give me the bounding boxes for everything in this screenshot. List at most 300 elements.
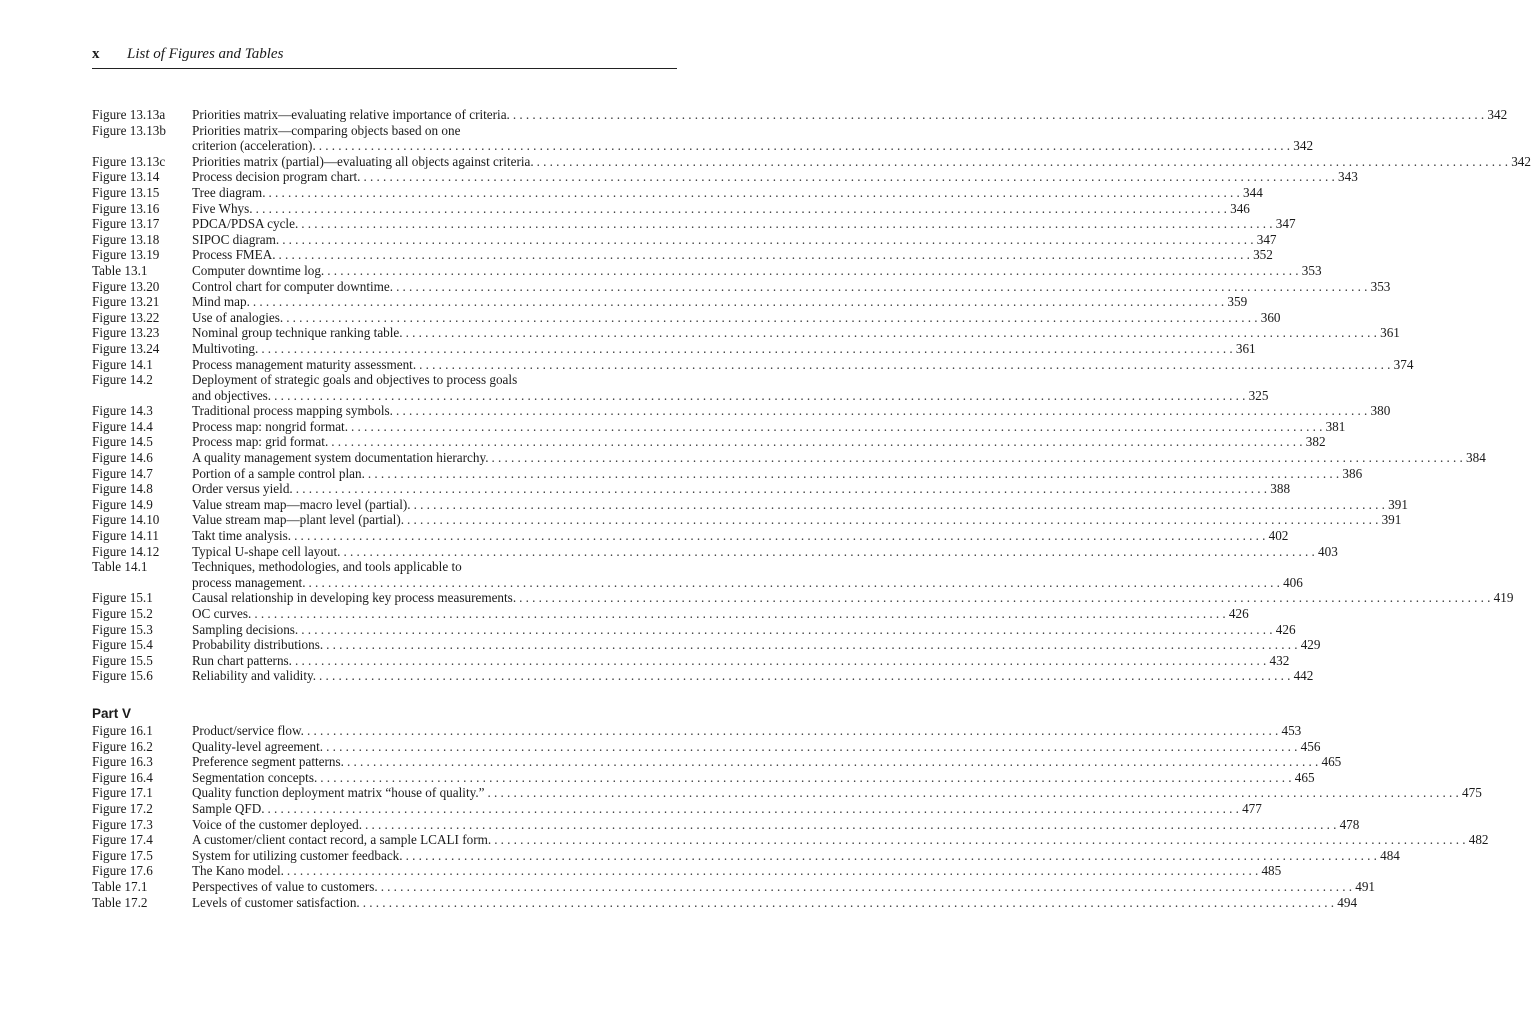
entry-label: Figure 15.3: [92, 621, 153, 637]
entry-body: [192, 372, 1269, 403]
entry-page-number: 482: [1468, 832, 1489, 848]
entry-label: Table 13.1: [92, 262, 148, 278]
entry-body: [192, 496, 1408, 513]
dot-leader: ......................................................................................................................................................: [282, 231, 1257, 247]
entry-body: [192, 621, 1296, 638]
dot-leader: ......................................................................................................................................................: [346, 754, 1322, 770]
entry-title-line: [192, 262, 1322, 279]
dot-leader: ......................................................................................................................................................: [419, 356, 1394, 372]
entry-title: process management.: [192, 574, 306, 590]
entry-label: Figure 15.5: [92, 652, 153, 668]
entry-title: Five Whys.: [192, 200, 253, 216]
entry-page-number: 388: [1270, 481, 1291, 497]
part-heading: Part V: [92, 705, 132, 721]
list-item: [92, 668, 1314, 684]
list-item: [92, 590, 1514, 606]
dot-leader: ......................................................................................................................................................: [395, 403, 1371, 419]
entry-label: Figure 13.18: [92, 231, 160, 247]
list-item: [92, 800, 1262, 817]
entry-title: Preference segment patterns.: [192, 754, 344, 770]
entry-page-number: 419: [1493, 590, 1514, 606]
entry-title-line: [192, 878, 1375, 895]
list-item: [92, 403, 1391, 419]
entry-title-line: [192, 832, 1489, 848]
entry-page-number: 491: [1355, 878, 1375, 894]
entry-title-line: [192, 621, 1296, 638]
list-item: [92, 231, 1277, 248]
dot-leader: ......................................................................................................................................................: [331, 434, 1306, 450]
entry-title: A quality management system documentation hierarchy.: [192, 450, 489, 466]
list-item: [92, 294, 1248, 310]
dot-leader: ......................................................................................................................................................: [405, 325, 1381, 341]
entry-title-first-line: Deployment of strategic goals and objectives to process goals: [192, 372, 518, 388]
entry-page-number: 403: [1318, 543, 1338, 559]
dot-leader: ......................................................................................................................................................: [367, 465, 1343, 481]
entry-label: Figure 17.2: [92, 800, 153, 816]
entry-page-number: 484: [1380, 847, 1400, 863]
entry-label: Figure 14.7: [92, 465, 153, 481]
list-item: [92, 153, 1531, 170]
list-item: [92, 107, 1508, 123]
entry-body: [192, 847, 1400, 864]
list-item: [92, 450, 1486, 466]
entry-body: [192, 637, 1321, 653]
entry-label: Figure 15.4: [92, 637, 153, 653]
entry-label: Figure 14.8: [92, 481, 153, 497]
list-item: [92, 754, 1342, 770]
entry-page-number: 325: [1248, 387, 1269, 403]
entry-title: Process management maturity assessment.: [192, 356, 417, 372]
dot-leader: ......................................................................................................................................................: [405, 847, 1381, 863]
list-item: [92, 559, 1303, 590]
entry-title-line: [192, 512, 1402, 528]
entry-label: Figure 16.1: [92, 722, 153, 738]
entry-page-number: 391: [1388, 496, 1408, 512]
entry-label: Figure 16.3: [92, 754, 153, 770]
dot-leader: ......................................................................................................................................................: [491, 450, 1467, 466]
entry-title-line: [192, 184, 1263, 201]
entry-body: [192, 769, 1315, 786]
entry-label: Figure 14.10: [92, 512, 160, 528]
entry-title: Product/service flow.: [192, 722, 304, 738]
entry-label: Figure 17.1: [92, 785, 153, 801]
entry-body: [192, 738, 1321, 755]
entry-label: Figure 13.20: [92, 278, 160, 294]
entry-body: [192, 262, 1322, 279]
list-item: [92, 496, 1408, 513]
entry-title: Portion of a sample control plan.: [192, 465, 365, 481]
entry-label: Figure 16.2: [92, 738, 153, 754]
entry-page-number: 359: [1227, 294, 1248, 310]
entry-title: Process map: nongrid format.: [192, 418, 349, 434]
entry-body: [192, 216, 1296, 232]
entry-title: Traditional process mapping symbols.: [192, 403, 393, 419]
entry-title-line: [192, 590, 1514, 606]
entry-title-line: [192, 574, 1303, 591]
entry-title-line: [192, 153, 1531, 170]
entry-body: [192, 107, 1508, 123]
dot-leader: ......................................................................................................................................................: [301, 621, 1276, 637]
entry-body: [192, 231, 1277, 248]
entry-body: [192, 294, 1248, 310]
list-item: [92, 200, 1250, 217]
entry-page-number: 361: [1380, 325, 1400, 341]
entry-title-line: [192, 800, 1262, 817]
entry-body: [192, 785, 1482, 801]
entry-title: Sample QFD.: [192, 800, 265, 816]
entry-title-line: [192, 465, 1363, 482]
dot-leader: ......................................................................................................................................................: [519, 590, 1494, 606]
list-item: [92, 621, 1296, 638]
entry-title-line: [192, 340, 1256, 357]
entry-title-line: [192, 434, 1326, 450]
list-item: [92, 769, 1315, 786]
entry-list-part-iv: [92, 107, 1531, 684]
entry-title-line: [192, 543, 1338, 560]
entry-title-line: [192, 769, 1315, 786]
dot-leader: ......................................................................................................................................................: [301, 216, 1276, 232]
entry-label: Table 17.2: [92, 894, 148, 910]
entry-title: Perspectives of value to customers.: [192, 878, 378, 894]
entry-body: [192, 652, 1290, 669]
list-item: [92, 816, 1360, 833]
dot-leader: ......................................................................................................................................................: [286, 309, 1261, 325]
list-item: [92, 606, 1249, 622]
entry-label: Figure 13.15: [92, 184, 160, 200]
entry-title: Value stream map—plant level (partial).: [192, 512, 405, 528]
entry-label: Figure 16.4: [92, 769, 153, 785]
dot-leader: ......................................................................................................................................................: [351, 418, 1326, 434]
entry-body: [192, 543, 1338, 560]
entry-page-number: 456: [1300, 738, 1321, 754]
list-item: [92, 894, 1358, 911]
dot-leader: ......................................................................................................................................................: [327, 262, 1302, 278]
entry-body: [192, 153, 1531, 170]
list-item: [92, 637, 1321, 653]
entry-label: Figure 13.22: [92, 309, 160, 325]
list-item: [92, 512, 1402, 528]
entry-title: A customer/client contact record, a sample LCALI form.: [192, 832, 492, 848]
entry-body: [192, 606, 1249, 622]
entry-label: Table 17.1: [92, 878, 148, 894]
entry-title-line: [192, 387, 1269, 404]
dot-leader: ......................................................................................................................................................: [294, 528, 1269, 544]
entry-title-line: [192, 816, 1360, 833]
entry-body: [192, 512, 1402, 528]
list-item: [92, 340, 1256, 357]
list-item: [92, 418, 1346, 435]
entry-title: Probability distributions.: [192, 637, 324, 653]
dot-leader: ......................................................................................................................................................: [306, 722, 1282, 738]
entry-title: Process FMEA.: [192, 247, 276, 263]
entry-label: Figure 17.4: [92, 832, 153, 848]
entry-body: [192, 465, 1363, 482]
entry-title: Causal relationship in developing key process measurements.: [192, 590, 517, 606]
entry-title: OC curves.: [192, 606, 252, 621]
entry-page-number: 426: [1275, 621, 1296, 637]
entry-body: [192, 356, 1414, 373]
entry-page-number: 432: [1269, 652, 1290, 668]
list-item: [92, 543, 1338, 560]
entry-page-number: 342: [1293, 138, 1314, 154]
dot-leader: ......................................................................................................................................................: [261, 340, 1236, 356]
entry-body: [192, 590, 1514, 606]
entry-label: Figure 14.4: [92, 418, 153, 434]
list-item: [92, 309, 1281, 326]
list-item: [92, 481, 1291, 497]
entry-body: [192, 668, 1314, 684]
entry-body: [192, 450, 1486, 466]
entry-page-number: 429: [1300, 637, 1321, 653]
list-item: [92, 356, 1414, 373]
entry-title-line: [192, 247, 1273, 263]
page-number: x: [92, 46, 100, 62]
entry-body: [192, 418, 1346, 435]
entry-label: Figure 13.17: [92, 216, 160, 232]
entry-title: Process decision program chart.: [192, 169, 361, 185]
entry-page-number: 406: [1283, 574, 1303, 590]
entry-label: Figure 13.23: [92, 325, 160, 341]
entry-title-line: [192, 107, 1508, 123]
entry-page-number: 360: [1260, 309, 1281, 325]
entry-label: Figure 13.24: [92, 340, 160, 356]
entry-label: Figure 15.2: [92, 606, 153, 621]
entry-title: Quality-level agreement.: [192, 738, 324, 754]
dot-leader: ......................................................................................................................................................: [267, 800, 1243, 816]
entry-page-number: 391: [1381, 512, 1402, 528]
entry-title: Takt time analysis.: [192, 528, 292, 544]
entry-page-number: 353: [1301, 262, 1322, 278]
dot-leader: ......................................................................................................................................................: [274, 387, 1249, 403]
list-of-figures: [92, 107, 1531, 910]
entry-page-number: 381: [1325, 418, 1346, 434]
entry-page-number: 386: [1342, 465, 1363, 481]
entry-title: System for utilizing customer feedback.: [192, 847, 403, 863]
entry-body: [192, 309, 1281, 326]
entry-title-line: [192, 169, 1358, 185]
dot-leader: ......................................................................................................................................................: [343, 543, 1319, 559]
entry-body: [192, 559, 1303, 590]
entry-title-line: [192, 356, 1414, 373]
entry-title: Reliability and validity.: [192, 668, 317, 684]
entry-title-line: [192, 403, 1391, 419]
dot-leader: ......................................................................................................................................................: [365, 816, 1340, 832]
dot-leader: ......................................................................................................................................................: [320, 769, 1295, 785]
entry-title-line: [192, 668, 1314, 684]
list-item: [92, 785, 1482, 801]
entry-title: Priorities matrix—evaluating relative importance of criteria.: [192, 107, 510, 122]
list-item: [92, 832, 1489, 848]
entry-title: Segmentation concepts.: [192, 769, 318, 785]
entry-title: Multivoting.: [192, 340, 259, 356]
dot-leader: ......................................................................................................................................................: [380, 878, 1356, 894]
entry-title-line: [192, 418, 1346, 435]
entry-body: [192, 247, 1273, 263]
entry-body: [192, 278, 1391, 295]
entry-title-line: [192, 785, 1482, 801]
dot-leader: ......................................................................................................................................................: [413, 496, 1389, 512]
entry-label: Figure 14.12: [92, 543, 160, 559]
entry-body: [192, 169, 1358, 185]
dot-leader: ......................................................................................................................................................: [396, 278, 1371, 294]
entry-page-number: 380: [1370, 403, 1391, 419]
entry-page-number: 343: [1338, 169, 1358, 185]
entry-title-line: [192, 231, 1277, 248]
list-item: [92, 278, 1391, 295]
dot-leader: ......................................................................................................................................................: [512, 107, 1488, 122]
entry-title: Run chart patterns.: [192, 652, 292, 668]
entry-title-line: [192, 278, 1391, 295]
entry-label: Figure 13.13a: [92, 107, 166, 122]
entry-page-number: 485: [1261, 863, 1282, 879]
entry-body: [192, 122, 1314, 154]
entry-title-line: [192, 637, 1321, 653]
entry-title: Voice of the customer deployed.: [192, 816, 363, 832]
list-item: [92, 652, 1290, 669]
entry-body: [192, 816, 1360, 833]
list-item: [92, 434, 1326, 450]
entry-page-number: 382: [1305, 434, 1326, 450]
entry-body: [192, 878, 1375, 895]
entry-title: Tree diagram.: [192, 184, 266, 200]
entry-title-line: [192, 894, 1358, 911]
entry-title-line: [192, 138, 1314, 154]
list-item: [92, 738, 1321, 755]
dot-leader: ......................................................................................................................................................: [252, 294, 1228, 310]
entry-label: Figure 14.1: [92, 356, 153, 372]
entry-page-number: 453: [1281, 722, 1302, 738]
entry-label: Figure 13.13b: [92, 122, 166, 138]
entry-label: Figure 14.5: [92, 434, 153, 450]
entry-label: Table 14.1: [92, 559, 148, 575]
dot-leader: ......................................................................................................................................................: [363, 169, 1338, 185]
entry-page-number: 494: [1337, 894, 1358, 910]
dot-leader: ......................................................................................................................................................: [294, 652, 1270, 668]
entry-page-number: 347: [1275, 216, 1296, 232]
entry-body: [192, 528, 1289, 544]
entry-label: Figure 14.6: [92, 450, 153, 466]
dot-leader: ......................................................................................................................................................: [308, 574, 1284, 590]
entry-title: PDCA/PDSA cycle.: [192, 216, 299, 232]
dot-leader: ......................................................................................................................................................: [268, 184, 1244, 200]
entry-body: [192, 800, 1262, 817]
entry-page-number: 426: [1228, 606, 1249, 621]
entry-title: The Kano model.: [192, 863, 284, 879]
entry-label: Figure 17.5: [92, 847, 153, 863]
entry-title: and objectives.: [192, 387, 272, 403]
list-item: [92, 184, 1263, 201]
dot-leader: ......................................................................................................................................................: [255, 200, 1231, 216]
entry-body: [192, 894, 1358, 911]
entry-label: Figure 13.21: [92, 294, 160, 310]
entry-title: Sampling decisions.: [192, 621, 299, 637]
entry-label: Figure 14.9: [92, 496, 153, 512]
dot-leader: ......................................................................................................................................................: [326, 637, 1301, 653]
list-item: [92, 169, 1358, 185]
entry-title-line: [192, 481, 1291, 497]
entry-title: Computer downtime log.: [192, 262, 325, 278]
dot-leader: ......................................................................................................................................................: [494, 832, 1469, 848]
list-item: [92, 465, 1363, 482]
dot-leader: ......................................................................................................................................................: [536, 153, 1512, 169]
dot-leader: ......................................................................................................................................................: [362, 894, 1338, 910]
entry-title: Mind map.: [192, 294, 250, 310]
entry-title-line: [192, 309, 1281, 326]
list-item: [92, 247, 1273, 263]
dot-leader: ......................................................................................................................................................: [407, 512, 1382, 528]
entry-page-number: 402: [1268, 528, 1289, 544]
entry-label: Figure 14.11: [92, 528, 159, 544]
entry-title: Typical U-shape cell layout.: [192, 543, 341, 559]
entry-body: [192, 340, 1256, 357]
entry-title-line: [192, 200, 1250, 217]
entry-label: Figure 13.13c: [92, 153, 166, 169]
entry-title-line: [192, 738, 1321, 755]
entry-body: [192, 832, 1489, 848]
entry-title-line: [192, 325, 1400, 341]
dot-leader: ......................................................................................................................................................: [254, 606, 1229, 621]
entry-page-number: 465: [1321, 754, 1342, 770]
entry-page-number: 342: [1487, 107, 1508, 122]
entry-page-number: 347: [1256, 231, 1277, 247]
entry-body: [192, 754, 1342, 770]
entry-title-line: [192, 754, 1342, 770]
entry-title-line: [192, 722, 1302, 739]
entry-title-line: [192, 496, 1408, 513]
entry-label: Figure 17.3: [92, 816, 153, 832]
entry-title-line: [192, 450, 1486, 466]
entry-page-number: 374: [1393, 356, 1414, 372]
entry-title: Order versus yield.: [192, 481, 293, 497]
entry-title-line: [192, 606, 1249, 622]
entry-title-line: [192, 528, 1289, 544]
dot-leader: ......................................................................................................................................................: [326, 738, 1301, 754]
entry-title: Priorities matrix (partial)—evaluating all objects against criteria.: [192, 153, 534, 169]
entry-title-first-line: Techniques, methodologies, and tools applicable to: [192, 559, 462, 575]
entry-page-number: 344: [1243, 184, 1263, 200]
entry-title: Value stream map—macro level (partial).: [192, 496, 411, 512]
entry-page-number: 465: [1294, 769, 1315, 785]
entry-page-number: 384: [1466, 450, 1486, 466]
list-item: [92, 372, 1269, 403]
dot-leader: ......................................................................................................................................................: [318, 138, 1294, 154]
list-item: [92, 216, 1296, 232]
dot-leader: ......................................................................................................................................................: [319, 668, 1294, 684]
entry-title-line: [192, 294, 1248, 310]
entry-title: Levels of customer satisfaction.: [192, 894, 360, 910]
list-item: [92, 847, 1400, 864]
entry-title: Quality function deployment matrix “house of quality.”: [192, 785, 485, 801]
entry-page-number: 342: [1511, 153, 1531, 169]
running-header: [92, 44, 677, 69]
entry-page-number: 442: [1293, 668, 1314, 684]
list-item: [92, 528, 1289, 544]
entry-page-number: 478: [1339, 816, 1360, 832]
entry-page-number: 352: [1253, 247, 1273, 263]
list-item: [92, 325, 1400, 341]
entry-label: Figure 15.6: [92, 668, 153, 684]
entry-body: [192, 722, 1302, 739]
entry-body: [192, 434, 1326, 450]
entry-title-first-line: Priorities matrix—comparing objects based on one: [192, 122, 461, 138]
entry-title: Control chart for computer downtime.: [192, 278, 394, 294]
entry-label: Figure 14.2: [92, 372, 153, 388]
entry-page-number: 475: [1462, 785, 1482, 801]
entry-page-number: 361: [1235, 340, 1256, 356]
entry-body: [192, 403, 1391, 419]
dot-leader: ......................................................................................................................................................: [278, 247, 1254, 263]
entry-title: Process map: grid format.: [192, 434, 329, 450]
